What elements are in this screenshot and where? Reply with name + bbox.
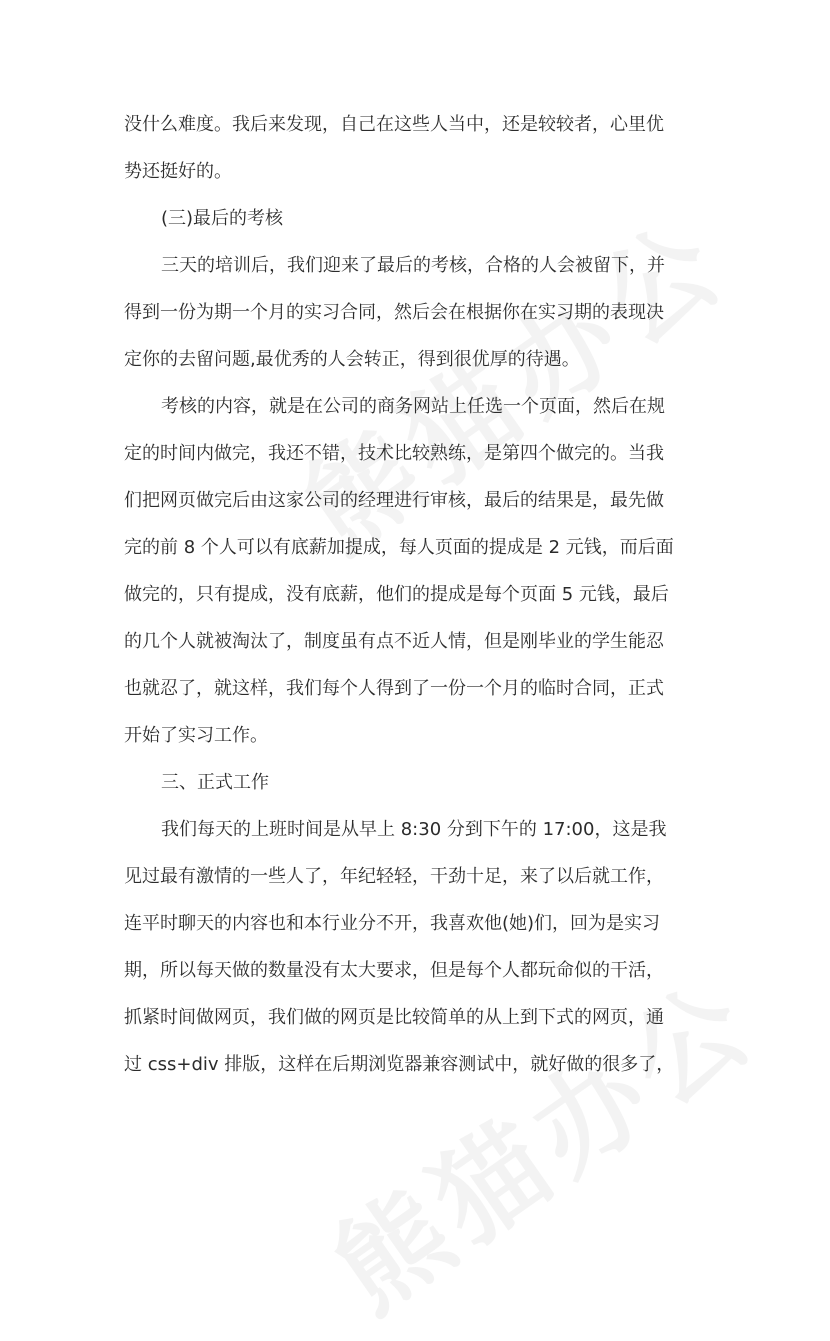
text-line: 定的时间内做完，我还不错，技术比较熟练，是第四个做完的。当我 [124,443,664,464]
text-line: 期，所以每天做的数量没有太大要求，但是每个人都玩命似的干活， [124,960,664,981]
text-line: 我们每天的上班时间是从早上 8:30 分到下午的 17:00，这是我 [161,819,667,840]
text-line: 也就忍了，就这样，我们每个人得到了一份一个月的临时合同，正式 [124,678,664,699]
text-line: 完的前 8 个人可以有底薪加提成，每人页面的提成是 2 元钱，而后面 [124,537,674,558]
text-line: 过 css+div 排版，这样在后期浏览器兼容测试中，就好做的很多了， [124,1054,675,1075]
text-line: 们把网页做完后由这家公司的经理进行审核，最后的结果是，最先做 [124,490,664,511]
section-heading: (三)最后的考核 [161,208,284,229]
text-line: 连平时聊天的内容也和本行业分不开，我喜欢他(她)们，回为是实习 [124,913,661,934]
text-line: 做完的，只有提成，没有底薪，他们的提成是每个页面 5 元钱，最后 [124,584,669,605]
document-body [124,101,714,1088]
text-line: 考核的内容，就是在公司的商务网站上任选一个页面，然后在规 [161,396,665,417]
text-line: 的几个人就被淘汰了，制度虽有点不近人情，但是刚毕业的学生能忍 [124,631,664,652]
text-line: 三天的培训后，我们迎来了最后的考核，合格的人会被留下，并 [161,255,665,276]
text-line: 定你的去留问题,最优秀的人会转正，得到很优厚的待遇。 [124,349,580,370]
section-heading: 三、正式工作 [161,772,269,793]
text-line: 没什么难度。我后来发现，自己在这些人当中，还是较较者，心里优 [124,114,664,135]
text-line: 见过最有激情的一些人了，年纪轻轻，干劲十足，来了以后就工作， [124,866,664,887]
text-line: 开始了实习工作。 [124,725,268,746]
text-line: 势还挺好的。 [124,161,232,182]
text-line: 得到一份为期一个月的实习合同，然后会在根据你在实习期的表现决 [124,302,664,323]
text-line: 抓紧时间做网页，我们做的网页是比较简单的从上到下式的网页，通 [124,1007,664,1028]
